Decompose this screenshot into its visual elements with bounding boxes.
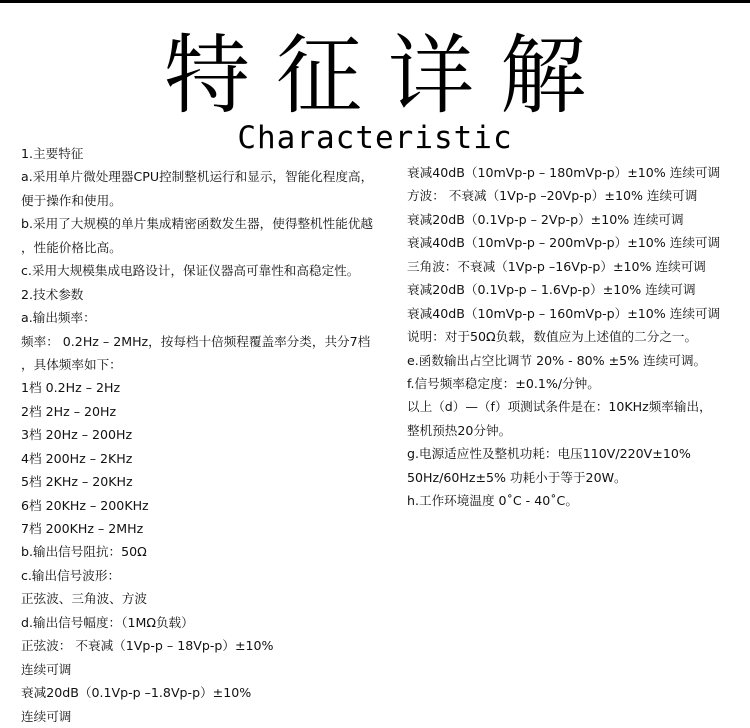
test-conditions-line-1: 以上（d）—（f）项测试条件是在：10KHz频率输出， xyxy=(407,399,712,415)
frequency-range-line-2: ，具体频率如下： xyxy=(21,356,122,372)
frequency-band-6: 6档 20KHz – 200KHz xyxy=(21,497,149,513)
triangle-no-attenuation: 三角波：不衰减（1Vp-p –16Vp-p）±10% 连续可调 xyxy=(407,258,706,274)
feature-a-line-2: 便于操作和使用。 xyxy=(21,192,122,208)
feature-b-line-1: b.采用了大规模的单片集成精密函数发生器，使得整机性能优越 xyxy=(21,216,374,232)
sine-20db-adjustable: 连续可调 xyxy=(21,708,72,724)
feature-c: c.采用大规模集成电路设计，保证仪器高可靠性和高稳定性。 xyxy=(21,263,360,279)
triangle-40db: 衰减40dB（10mVp-p – 160mVp-p）±10% 连续可调 xyxy=(407,305,721,321)
square-20db: 衰减20dB（0.1Vp-p – 2Vp-p）±10% 连续可调 xyxy=(407,211,684,227)
frequency-range-line-1: 频率： 0.2Hz – 2MHz，按每档十倍频程覆盖率分类，共分7档 xyxy=(21,333,371,349)
sine-40db: 衰减40dB（10mVp-p – 180mVp-p）±10% 连续可调 xyxy=(407,165,721,180)
frequency-band-4: 4档 200Hz – 2KHz xyxy=(21,450,133,466)
frequency-band-3: 3档 20Hz – 200Hz xyxy=(21,427,133,443)
frequency-stability: f.信号频率稳定度：±0.1%/分钟。 xyxy=(407,375,600,391)
square-40db: 衰减40dB（10mVp-p – 200mVp-p）±10% 连续可调 xyxy=(407,235,721,251)
sine-no-attenuation-adjustable: 连续可调 xyxy=(21,661,72,677)
frequency-band-7: 7档 200KHz – 2MHz xyxy=(21,521,144,536)
amplitude-heading: d.输出信号幅度：（1MΩ负载） xyxy=(21,614,194,630)
test-conditions-line-2: 整机预热20分钟。 xyxy=(407,422,512,438)
feature-b-line-2: ，性能价格比高。 xyxy=(21,239,122,255)
frequency-band-5: 5档 2KHz – 20KHz xyxy=(21,474,133,490)
duty-cycle: e.函数输出占空比调节 20% - 80% ±5% 连续可调。 xyxy=(407,352,707,368)
page-title-chinese: 特征详解 xyxy=(164,26,612,126)
feature-a-line-1: a.采用单片微处理器CPU控制整机运行和显示，智能化程度高， xyxy=(21,169,374,185)
power-supply-line-1: g.电源适应性及整机功耗：电压110V/220V±10% xyxy=(407,446,691,462)
section-heading-tech-params: 2.技术参数 xyxy=(21,286,84,302)
waveform-heading: c.输出信号波形： xyxy=(21,567,121,583)
page-title-english: Characteristic xyxy=(237,120,513,156)
param-a-heading: a.输出频率： xyxy=(21,310,96,326)
output-impedance: b.输出信号阻抗：50Ω xyxy=(21,544,147,560)
frequency-band-2: 2档 2Hz – 20Hz xyxy=(21,403,117,419)
sine-20db: 衰减20dB（0.1Vp-p –1.8Vp-p）±10% xyxy=(21,685,252,701)
frequency-band-1: 1档 0.2Hz – 2Hz xyxy=(21,380,121,396)
square-no-attenuation: 方波： 不衰减（1Vp-p –20Vp-p）±10% 连续可调 xyxy=(407,188,698,204)
right-column-specs xyxy=(407,161,720,513)
power-supply-line-2: 50Hz/60Hz±5% 功耗小于等于20W。 xyxy=(407,469,627,485)
load-note: 说明：对于50Ω负载，数值应为上述值的二分之一。 xyxy=(407,329,698,345)
operating-temperature: h.工作环境温度 0˚C - 40˚C。 xyxy=(407,493,578,509)
sine-no-attenuation: 正弦波： 不衰减（1Vp-p – 18Vp-p）±10% xyxy=(21,638,274,654)
section-heading-main-features: 1.主要特征 xyxy=(21,146,84,161)
waveform-list: 正弦波、三角波、方波 xyxy=(21,591,147,607)
top-border-bar xyxy=(0,0,750,3)
triangle-20db: 衰减20dB（0.1Vp-p – 1.6Vp-p）±10% 连续可调 xyxy=(407,282,696,298)
left-column-specs xyxy=(21,142,373,728)
